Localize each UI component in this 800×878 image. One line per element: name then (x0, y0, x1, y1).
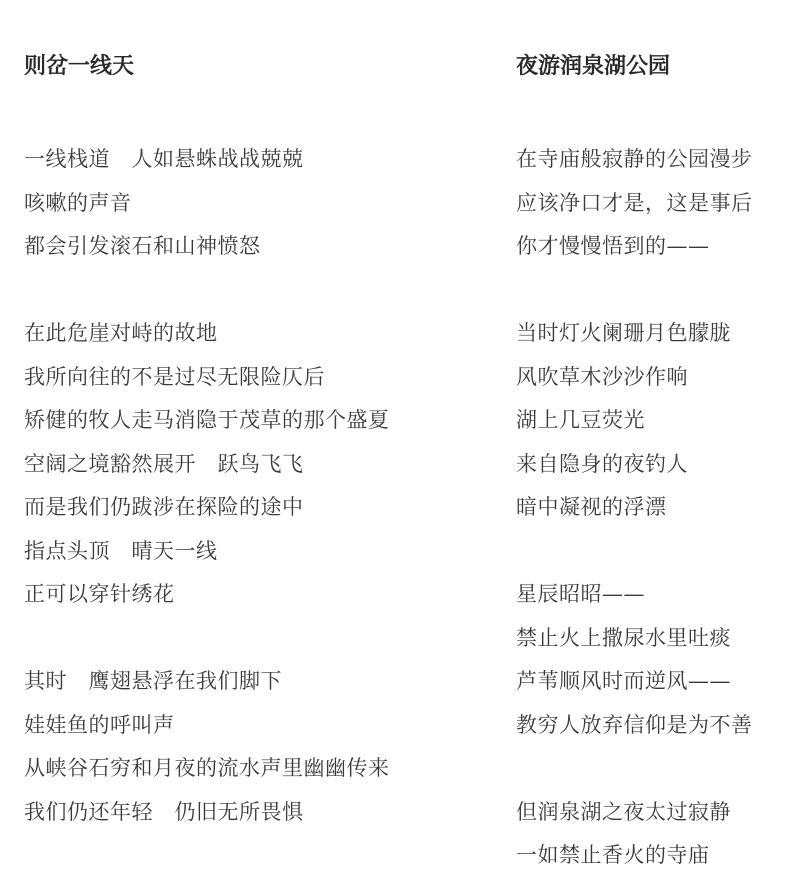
poem-line: 一线栈道 人如悬蛛战战兢兢 (24, 147, 304, 171)
poem-line: 在寺庙般寂静的公园漫步 (516, 147, 753, 171)
poem-line: 其时 鹰翅悬浮在我们脚下 (24, 669, 282, 693)
poem-left (24, 50, 464, 834)
poem-line: 一如禁止香火的寺庙 (516, 843, 710, 867)
poem-line: 禁止火上撒尿水里吐痰 (516, 625, 731, 650)
poem-body (24, 138, 464, 834)
stanza-break (24, 617, 464, 661)
poem-line: 风吹草木沙沙作响 (516, 364, 688, 389)
poem-line: 娃娃鱼的呼叫声 (24, 712, 175, 737)
poem-line: 星辰昭昭—— (516, 582, 645, 606)
poem-line: 湖上几豆荧光 (516, 408, 645, 432)
poem-line: 咳嗽的声音 (24, 190, 132, 215)
stanza-break (24, 269, 464, 313)
poem-line: 正可以穿针绣花 (24, 582, 175, 606)
poem-line: 指点头顶 晴天一线 (24, 538, 218, 563)
poem-line: 你才慢慢悟到的—— (516, 234, 710, 258)
poem-line: 教穷人放弃信仰是为不善 (516, 712, 753, 737)
poem-line: 从峡谷石穷和月夜的流水声里幽幽传来 (24, 756, 390, 780)
poem-line: 我所向往的不是过尽无限险仄后 (24, 364, 325, 389)
poem-line: 应该净口才是，这是事后 (516, 190, 753, 215)
poem-line: 在此危崖对峙的故地 (24, 321, 218, 345)
poem-line: 来自隐身的夜钓人 (516, 451, 688, 476)
poem-line: 矫健的牧人走马消隐于茂草的那个盛夏 (24, 408, 390, 432)
poem-title: 夜游润泉湖公园 (516, 53, 671, 79)
poem-body (516, 138, 796, 878)
poem-line: 而是我们仍跋涉在探险的途中 (24, 495, 304, 519)
stanza-break (516, 269, 796, 313)
poem-line: 芦苇顺风时而逆风—— (516, 669, 731, 693)
stanza-break (516, 530, 796, 574)
poem-line: 但润泉湖之夜太过寂静 (516, 799, 731, 824)
stanza-break (516, 747, 796, 791)
poem-right (516, 50, 796, 878)
poem-line: 我们仍还年轻 仍旧无所畏惧 (24, 799, 304, 824)
poem-line: 都会引发滚石和山神愤怒 (24, 234, 261, 258)
poem-line: 暗中凝视的浮漂 (516, 495, 667, 519)
poem-title: 则岔一线天 (24, 53, 135, 79)
poem-line: 当时灯火阑珊月色朦胧 (516, 321, 731, 345)
poem-line: 空阔之境豁然展开 跃鸟飞飞 (24, 451, 304, 476)
